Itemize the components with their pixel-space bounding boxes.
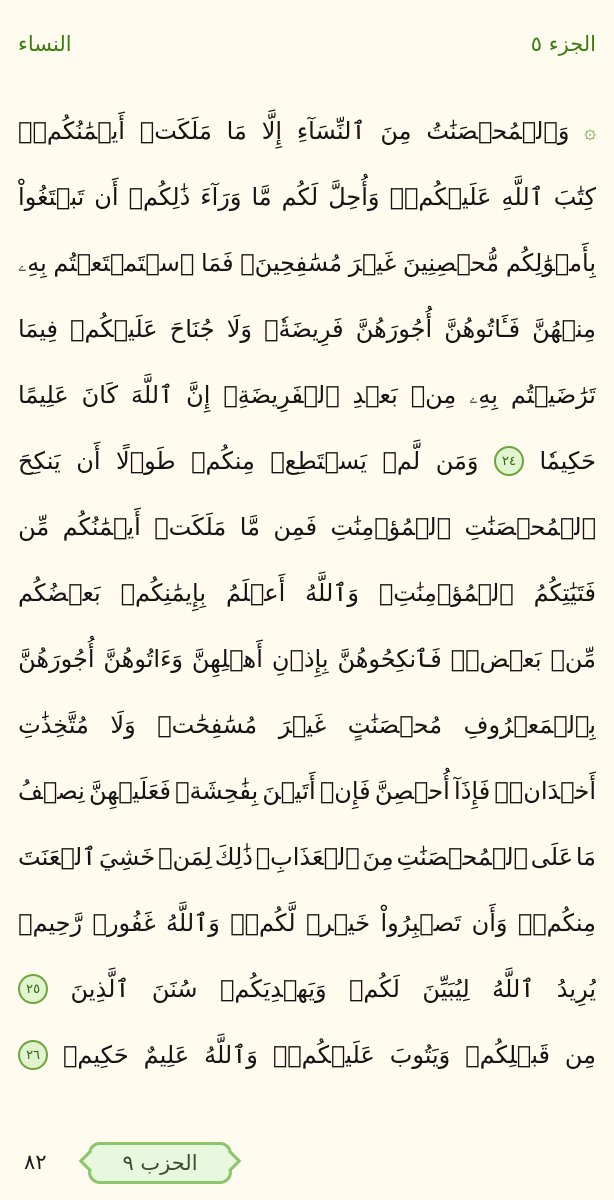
hizb-badge: [88, 1142, 232, 1184]
quran-word: غَفُورٞ: [92, 909, 156, 937]
quran-word: وَٱللَّهُ: [166, 909, 220, 937]
quran-word: أَهۡلِهِنَّ: [191, 645, 263, 673]
quran-word: مَلَكَتۡ: [154, 513, 227, 541]
quran-word: مِن: [564, 1041, 596, 1069]
quran-word: بِإِيمَٰنِكُمۚ: [120, 579, 207, 607]
quran-word: عَلِيمًا: [18, 381, 69, 409]
quran-word: وَأَن: [471, 909, 508, 937]
ayah-line: [18, 362, 596, 428]
quran-word: كَانَ: [81, 381, 119, 409]
quran-word: ٱلۡفَرِيضَةِۚ: [223, 381, 340, 409]
juz-label: الجزء ٥: [530, 31, 596, 56]
quran-word: بِهِۦ: [469, 381, 498, 409]
quran-page-text: [18, 98, 596, 1068]
quran-word: بَعۡضٖۚ: [450, 645, 542, 673]
quran-word: ذَٰلِكُمۡ: [128, 183, 191, 211]
ayah-line: [18, 560, 596, 626]
quran-word: وَلَا: [226, 315, 252, 343]
quran-word: قَبۡلِكُمۡ: [465, 1041, 550, 1069]
page-number: ٨٢: [24, 1150, 47, 1174]
quran-word: تَرَٰضَيۡتُم: [510, 381, 596, 409]
quran-word: وَيَتُوبَ: [389, 1041, 451, 1069]
quran-word: يُرِيدُ: [556, 975, 596, 1003]
quran-word: مُسَٰفِحِينَۚ: [240, 249, 343, 277]
quran-word: فَٱنكِحُوهُنَّ: [337, 645, 442, 673]
quran-word: مِنۢ: [410, 381, 457, 409]
ayah-line: [18, 692, 596, 758]
quran-word: لَكُمۡ: [349, 975, 400, 1003]
ayah-line: [18, 98, 596, 164]
quran-word: مُسَٰفِحَٰتٖ: [157, 711, 258, 739]
quran-word: عَلَيۡكُمۡ: [70, 315, 158, 343]
quran-word: أَتَيۡنَ: [262, 777, 316, 805]
quran-word: فَتَيَٰتِكُمُ: [533, 579, 596, 607]
page-footer: [16, 1140, 598, 1190]
quran-word: عَلَيۡكُمۡۗ: [272, 1041, 375, 1069]
surah-name: النساء: [18, 31, 72, 56]
quran-word: ٱلۡمُحۡصَنَٰتِ: [464, 513, 596, 541]
quran-word: كِتَٰبَ: [553, 183, 596, 211]
hizb-label: الحزب ٩: [122, 1151, 198, 1175]
quran-word: بِفَٰحِشَةٖ: [175, 777, 259, 805]
quran-word: ٱللَّهَ: [130, 381, 174, 409]
quran-word: جُنَاحَ: [169, 315, 215, 343]
quran-word: لِمَنۡ: [158, 843, 212, 871]
quran-word: فَمَا: [200, 249, 234, 277]
ayah-number-marker: ٢٥: [18, 974, 48, 1004]
quran-word: وَٱللَّهُ: [204, 1041, 258, 1069]
quran-word: أَن: [76, 447, 101, 475]
quran-word: أُجُورَهُنَّ: [355, 315, 433, 343]
quran-word: وَأُحِلَّ: [328, 183, 380, 211]
quran-word: يَنكِحَ: [18, 447, 61, 475]
quran-word: ٱللَّهُ: [492, 975, 535, 1003]
quran-word: مَلَكَتۡ: [139, 117, 212, 145]
quran-word: فَإِنۡ: [319, 777, 371, 805]
quran-word: ذَٰلِكَ: [214, 843, 253, 871]
quran-word: فَرِيضَةٗۚ: [264, 315, 344, 343]
quran-word: تَبۡتَغُواْ: [18, 183, 85, 211]
quran-word: مَّا: [239, 513, 260, 541]
ayah-number-marker: ٢٦: [18, 1040, 48, 1070]
quran-word: وَلَا: [110, 711, 136, 739]
quran-word: وَمَن: [435, 447, 479, 475]
quran-word: مَا: [226, 117, 247, 145]
ayah-line: [18, 296, 596, 362]
quran-word: مِّن: [18, 513, 50, 541]
quran-word: نِصۡفُ: [18, 777, 85, 805]
ayah-line: [18, 626, 596, 692]
quran-word: فِيمَا: [18, 315, 58, 343]
quran-word: تَصۡبِرُواْ: [380, 909, 462, 937]
quran-word: ٱلۡمُؤۡمِنَٰتِ: [330, 513, 451, 541]
ayah-line: [18, 428, 596, 494]
quran-word: ٱسۡتَمۡتَعۡتُم: [53, 249, 195, 277]
quran-word: مَا: [575, 843, 596, 871]
quran-word: ٱلۡمُؤۡمِنَٰتِۚ: [378, 579, 514, 607]
quran-word: سُنَنَ: [151, 975, 198, 1003]
quran-word: مُتَّخِذَٰتِ: [18, 711, 89, 739]
quran-word: وَءَاتُوهُنَّ: [103, 645, 183, 673]
ayah-number-marker: ٢٤: [494, 446, 524, 476]
quran-word: وَٱللَّهُ: [305, 579, 359, 607]
ayah-line: [18, 956, 596, 1022]
quran-word: مَّا: [251, 183, 272, 211]
quran-word: بِهِۦ: [18, 249, 47, 277]
quran-word: ٱلۡمُحۡصَنَٰتِ: [396, 843, 528, 871]
quran-word: ٱلۡعَذَابِۚ: [255, 843, 360, 871]
quran-word: مُحۡصَنَٰتٍ: [347, 711, 443, 739]
quran-word: غَيۡرَ: [278, 711, 327, 739]
quran-word: لَكُم: [281, 183, 319, 211]
quran-word: مِنكُمۡۚ: [517, 909, 596, 937]
quran-word: عَلَى: [530, 843, 574, 871]
quran-word: رَّحِيمٞ: [18, 909, 83, 937]
quran-word: فَـَٔاتُوهُنَّ: [444, 315, 521, 343]
quran-word: إِنَّ: [186, 381, 211, 409]
quran-word: أَيۡمَٰنُكُم: [62, 513, 141, 541]
quran-word: أَيۡمَٰنُكُمۡۖ: [18, 117, 125, 145]
page-header: [18, 22, 596, 66]
quran-word: وَرَآءَ: [200, 183, 242, 211]
quran-word: فَإِذَآ: [454, 777, 491, 805]
quran-word: فَمِن: [273, 513, 318, 541]
ayah-line: [18, 230, 596, 296]
quran-word: حَكِيمٞ: [63, 1041, 129, 1069]
ayah-line: [18, 494, 596, 560]
quran-word: أَن: [94, 183, 119, 211]
quran-word: أَعۡلَمُ: [225, 579, 286, 607]
quran-word: عَلَيۡكُمۡۚ: [389, 183, 492, 211]
quran-word: أَخۡدَانٖۚ: [494, 777, 596, 805]
quran-word: مِنۡهُنَّ: [532, 315, 596, 343]
quran-word: مِنَ: [362, 843, 394, 871]
quran-word: لِيُبَيِّنَ: [422, 975, 470, 1003]
quran-word: حَكِيمٗا: [539, 447, 596, 475]
quran-word: بِٱلۡمَعۡرُوفِ: [463, 711, 596, 739]
quran-word: لَّكُمۡۗ: [230, 909, 296, 937]
ayah-line: [18, 758, 596, 824]
quran-word: فَعَلَيۡهِنَّ: [88, 777, 171, 805]
ayah-line: [18, 824, 596, 890]
rub-el-hizb-symbol: ۞: [584, 119, 596, 143]
quran-word: طَوۡلًا: [116, 447, 176, 475]
ayah-line: [18, 164, 596, 230]
quran-word: ٱلَّذِينَ: [70, 975, 130, 1003]
quran-word: أُجُورَهُنَّ: [18, 645, 95, 673]
quran-word: وَٱلۡمُحۡصَنَٰتُ: [426, 117, 570, 145]
quran-word: عَلِيمٌ: [143, 1041, 190, 1069]
quran-word: ٱللَّهِ: [501, 183, 544, 211]
ayah-line: [18, 1022, 596, 1088]
quran-word: لَّمۡ: [382, 447, 421, 475]
quran-word: بِإِذۡنِ: [271, 645, 329, 673]
quran-word: مِنكُمۡ: [191, 447, 255, 475]
quran-word: إِلَّا: [261, 117, 283, 145]
quran-word: مُّحۡصِنِينَ: [402, 249, 500, 277]
ayah-line: [18, 890, 596, 956]
quran-word: يَسۡتَطِعۡ: [270, 447, 367, 475]
quran-word: ٱلنِّسَآءِ: [296, 117, 366, 145]
quran-word: مِّنۢ: [550, 645, 596, 673]
quran-word: وَيَهۡدِيَكُمۡ: [219, 975, 327, 1003]
quran-word: أُحۡصِنَّ: [374, 777, 450, 805]
quran-word: غَيۡرَ: [348, 249, 397, 277]
quran-word: مِنَ: [380, 117, 412, 145]
quran-word: ٱلۡعَنَتَ: [18, 843, 97, 871]
quran-word: بِأَمۡوَٰلِكُم: [505, 249, 596, 277]
quran-word: خَشِيَ: [99, 843, 156, 871]
quran-word: بَعۡضُكُم: [18, 579, 101, 607]
quran-word: خَيۡرٞ: [305, 909, 371, 937]
quran-word: بَعۡدِ: [352, 381, 398, 409]
